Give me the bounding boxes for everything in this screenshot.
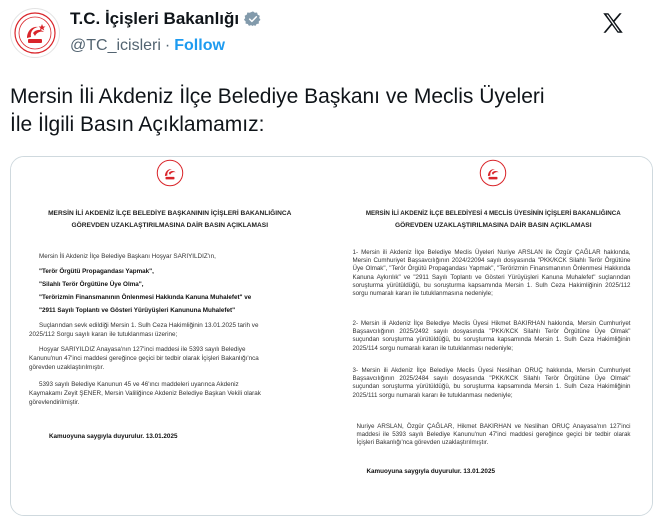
doc1-title-line-2: GÖREVDEN UZAKLAŞTIRILMASINA DAİR BASIN AÇIKLAMASI xyxy=(71,222,269,229)
separator-dot: · xyxy=(164,37,171,54)
doc1-paragraph-3b: Kanunu'nun 47'inci maddesi gereğince geçici bir tedbir olarak İçişleri Bakanlığı'nca xyxy=(29,355,259,362)
verified-badge-icon xyxy=(244,10,262,28)
tweet-header xyxy=(0,0,666,70)
ministry-emblem-icon xyxy=(479,159,507,187)
doc1-closing: Kamuoyuna saygıyla duyurulur. 13.01.2025 xyxy=(49,433,178,440)
doc1-paragraph-3a: Hoşyar SARIYILDIZ Anayasa'nın 127'inci maddesi ile 5393 sayılı Belediye xyxy=(39,346,246,353)
account-handle-row xyxy=(70,37,225,55)
account-name-row xyxy=(70,9,262,29)
account-handle[interactable]: @TC_icisleri xyxy=(70,37,161,54)
x-logo-icon[interactable] xyxy=(600,10,626,36)
doc1-charge-2: "Silahlı Terör Örgütüne Üye Olma", xyxy=(39,281,144,288)
ministry-emblem-icon xyxy=(156,159,184,187)
tweet-text-line-1: Mersin İli Akdeniz İlçe Belediye Başkanı ve Meclis Üyeleri xyxy=(10,85,545,108)
doc2-item-2: 2- Mersin ili Akdeniz İlçe Belediye Meclis Üyesi Hikmet BAKIRHAN hakkında, Mersin Cumhuriyet Başsavcılığının 2025/2492 sayılı dosyasında "PKK/KCK Silahlı Terör Örgütüne Üye Olmak" suçundan soruşturma yürütüldüğü, bu soruşturma kapsamında Mersin 1. Sulh Ceza Hakimliğinin 2025/114 sorgu numaralı kararı ile tutuklanması nedeniyle; xyxy=(352,320,631,352)
doc1-paragraph-4c: görevlendirilmiştir. xyxy=(29,399,80,406)
tweet-text-line-2: İle İlgili Basın Açıklamamız: xyxy=(10,113,265,136)
doc2-summary: Nuriye ARSLAN, Özgür ÇAĞLAR, Hikmet BAKIRHAN ve Neslihan ORUÇ Anayasa'nın 127'inci maddesi ile 5393 sayılı Belediye Kanunu'nun 47'inci maddesi gereğince geçici bir tedbir olarak İçişleri Bakanlığı'nca görevden uzaklaştırılmıştır. xyxy=(356,423,631,447)
follow-button[interactable]: Follow xyxy=(174,37,225,54)
account-name[interactable]: T.C. İçişleri Bakanlığı xyxy=(70,9,240,28)
doc1-paragraph-2a: Suçlarından sevk edildiği Mersin 1. Sulh Ceza Hakimliğinin 13.01.2025 tarih ve xyxy=(39,322,259,329)
doc2-closing: Kamuoyuna saygıyla duyurulur. 13.01.2025 xyxy=(366,468,495,475)
doc1-charge-3: "Terörizmin Finansmanının Önlenmesi Hakkında Kanuna Muhalefet" ve xyxy=(39,294,252,301)
doc1-paragraph-1: Mersin İli Akdeniz İlçe Belediye Başkanı Hoşyar SARIYILDIZ'ın, xyxy=(39,253,216,260)
doc1-paragraph-2b: 2025/112 Sorgu sayılı kararı ile tutuklanması üzerine; xyxy=(29,331,178,338)
doc1-paragraph-4b: Kaymakamı Zeyit ŞENER, Mersin Valiliğince Akdeniz Belediye Başkan Vekili olarak xyxy=(29,390,261,397)
doc1-paragraph-3c: görevden uzaklaştırılmıştır. xyxy=(29,364,105,371)
tweet-media[interactable] xyxy=(10,156,653,516)
avatar[interactable] xyxy=(10,8,60,58)
doc1-paragraph-4a: 5393 sayılı Belediye Kanunun 45 ve 46'ıncı maddeleri uyarınca Akdeniz xyxy=(39,381,239,388)
tweet-text xyxy=(10,83,650,139)
doc2-title-line-2: GÖREVDEN UZAKLAŞTIRILMASINA DAİR BASIN AÇIKLAMASI xyxy=(394,222,592,229)
doc1-charge-1: "Terör Örgütü Propagandası Yapmak", xyxy=(39,268,154,275)
press-release-image-2[interactable] xyxy=(333,157,653,515)
ministry-emblem-icon xyxy=(13,11,57,55)
doc2-item-1: 1- Mersin ili Akdeniz İlçe Belediye Meclis Üyeleri Nuriye ARSLAN ile Özgür ÇAĞLAR hakkında, Mersin Cumhuriyet Başsavcılığının 2024/22094 sayılı dosyasında "PKK/KCK Silahlı Terör Örgütüne Üye Olmak", "Terör Örgütü Propagandası Yapmak", "Terörizmin Finansmanının Önlenmesi Hakkında Kanuna Aykırılık" ve "2911 Sayılı Toplantı ve Gösteri Yürüyüşleri Kanuna Muhalefet" suçlarından soruşturma yürütüldüğü, bu soruşturma kapsamında Mersin 1. Sulh Ceza Hakimliğinin 2025/112 sorgu numaralı kararı ile tutuklanmasına nedeniyle; xyxy=(352,249,631,298)
press-release-image-1[interactable] xyxy=(11,157,329,515)
doc2-title-line-1: MERSİN İLİ AKDENİZ İLÇE BELEDİYESİ 4 MECLİS ÜYESİNİN İÇİŞLERİ BAKANLIĞINCA xyxy=(365,210,621,217)
doc2-item-3: 3- Mersin ili Akdeniz İlçe Belediye Meclis Üyesi Neslihan ORUÇ hakkında, Mersin Cumhuriyet Başsavcılığının 2025/2484 sayılı dosyasında "PKK/KCK Silahlı Terör Örgütüne Üye Olmak" suçundan soruşturma yürütüldüğü, bu soruşturma kapsamında Mersin 1. Sulh Ceza Hakimliğinin 2025/111 sorgu numaralı kararı ile tutuklanması nedeniyle; xyxy=(352,367,631,399)
doc1-charge-4: "2911 Sayılı Toplantı ve Gösteri Yürüyüşleri Kanununa Muhalefet" xyxy=(39,307,236,314)
doc1-title-line-1: MERSİN İLİ AKDENİZ İLÇE BELEDİYE BAŞKANININ İÇİŞLERİ BAKANLIĞINCA xyxy=(48,210,292,217)
